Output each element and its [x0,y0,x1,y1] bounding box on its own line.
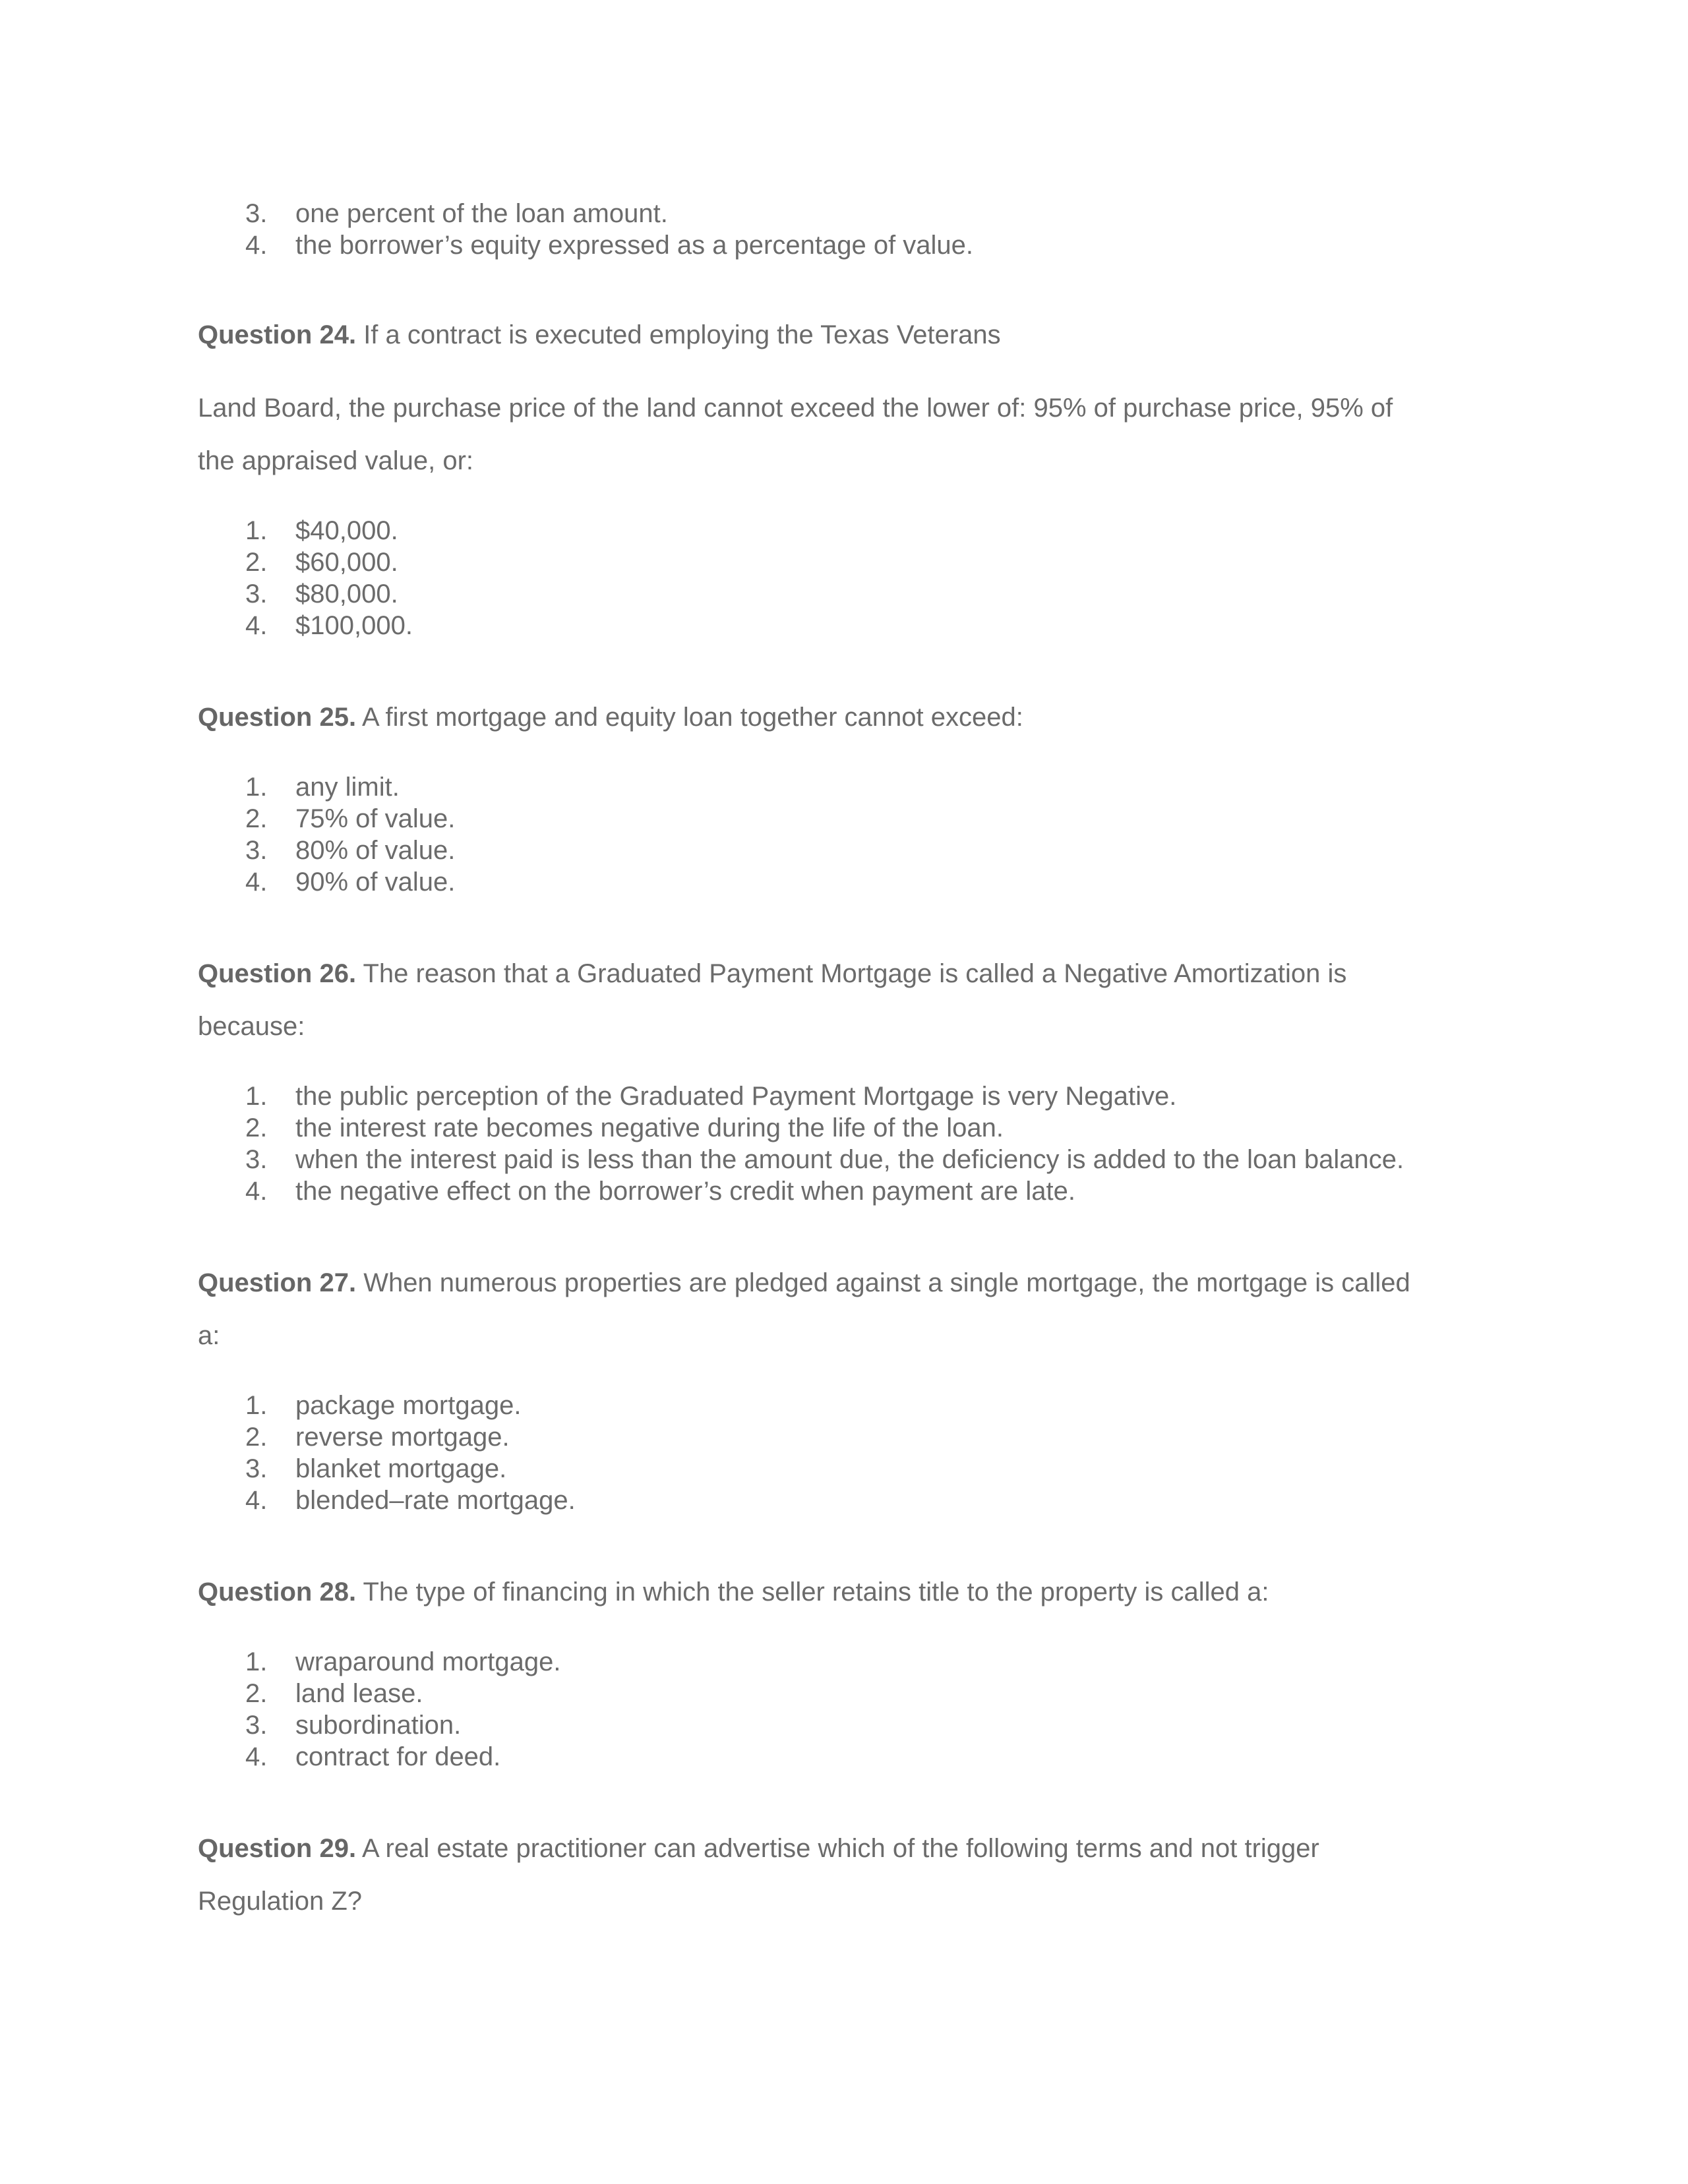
option-number: 3. [245,199,268,228]
list-item [245,1709,461,1741]
option-number: 3. [245,579,268,608]
list-item [245,1390,521,1421]
list-item [245,771,400,803]
list-item [245,1175,1075,1207]
question-label: Question 29. [198,1834,357,1863]
option-number: 4. [245,611,268,640]
question-29-stem [198,1833,1319,1864]
option-text: one percent of the loan amount. [295,199,668,228]
question-text: The type of financing in which the seller retains title to the property is called a: [363,1578,1269,1607]
list-item [245,1646,560,1678]
option-text: 75% of value. [295,804,456,833]
list-item [245,1144,1404,1175]
question-text: A first mortgage and equity loan together cannot exceed: [361,703,1023,732]
option-text: $100,000. [295,611,413,640]
option-number: 2. [245,1679,268,1708]
question-25-stem [198,701,1023,733]
option-number: 2. [245,548,268,577]
option-text: 80% of value. [295,836,456,865]
list-item [245,198,668,229]
option-text: contract for deed. [295,1742,501,1771]
question-24-stem [198,319,1001,351]
list-item [245,835,455,866]
question-24-continuation-2: the appraised value, or: [198,446,474,475]
list-item [245,1421,510,1453]
list-item [245,578,398,610]
question-label: Question 27. [198,1268,357,1297]
option-number: 3. [245,1145,268,1174]
question-label: Question 28. [198,1578,357,1607]
question-26-stem [198,958,1346,989]
option-number: 2. [245,1113,268,1142]
question-text: If a contract is executed employing the Texas Veterans [363,320,1001,349]
list-item [245,1485,576,1516]
question-29-continuation-1: Regulation Z? [198,1887,363,1916]
option-text: the borrower’s equity expressed as a percentage of value. [295,231,974,260]
list-item [245,610,413,641]
option-number: 1. [245,516,268,545]
question-label: Question 25. [198,703,357,732]
option-text: $60,000. [295,548,398,577]
question-text: The reason that a Graduated Payment Mortgage is called a Negative Amortization is [363,959,1347,988]
option-text: package mortgage. [295,1391,522,1420]
option-number: 1. [245,1391,268,1420]
question-26-continuation-1: because: [198,1012,305,1041]
option-text: the public perception of the Graduated Payment Mortgage is very Negative. [295,1082,1177,1111]
option-number: 3. [245,1454,268,1483]
question-27-stem [198,1267,1410,1299]
option-number: 4. [245,1486,268,1515]
option-number: 4. [245,1177,268,1206]
option-text: reverse mortgage. [295,1423,510,1452]
question-28-stem [198,1576,1269,1608]
list-item [245,229,973,261]
option-number: 3. [245,836,268,865]
option-text: any limit. [295,773,400,802]
list-item [245,803,455,835]
option-number: 1. [245,1082,268,1111]
list-item [245,546,398,578]
option-text: the negative effect on the borrower’s credit when payment are late. [295,1177,1075,1206]
option-text: wraparound mortgage. [295,1647,561,1676]
option-text: land lease. [295,1679,423,1708]
list-item [245,1678,423,1709]
question-label: Question 24. [198,320,357,349]
option-text: the interest rate becomes negative during the life of the loan. [295,1113,1004,1142]
question-24-continuation-1: Land Board, the purchase price of the land cannot exceed the lower of: 95% of purchase price, 95% of [198,394,1393,423]
option-number: 2. [245,804,268,833]
list-item [245,1741,500,1773]
option-text: 90% of value. [295,868,456,897]
list-item [245,1112,1004,1144]
option-text: when the interest paid is less than the amount due, the deficiency is added to the loan balance. [295,1145,1404,1174]
question-27-continuation-1: a: [198,1321,220,1350]
list-item [245,1453,506,1485]
option-number: 2. [245,1423,268,1452]
question-label: Question 26. [198,959,357,988]
option-text: blended–rate mortgage. [295,1486,576,1515]
option-number: 4. [245,868,268,897]
option-number: 1. [245,773,268,802]
list-item [245,515,398,546]
option-number: 1. [245,1647,268,1676]
option-number: 3. [245,1711,268,1740]
option-number: 4. [245,1742,268,1771]
option-text: blanket mortgage. [295,1454,507,1483]
option-text: $40,000. [295,516,398,545]
list-item [245,866,455,898]
option-text: subordination. [295,1711,462,1740]
question-text: When numerous properties are pledged against a single mortgage, the mortgage is called [363,1268,1410,1297]
option-text: $80,000. [295,579,398,608]
question-text: A real estate practitioner can advertise which of the following terms and not trigger [361,1834,1319,1863]
option-number: 4. [245,231,268,260]
list-item [245,1080,1176,1112]
